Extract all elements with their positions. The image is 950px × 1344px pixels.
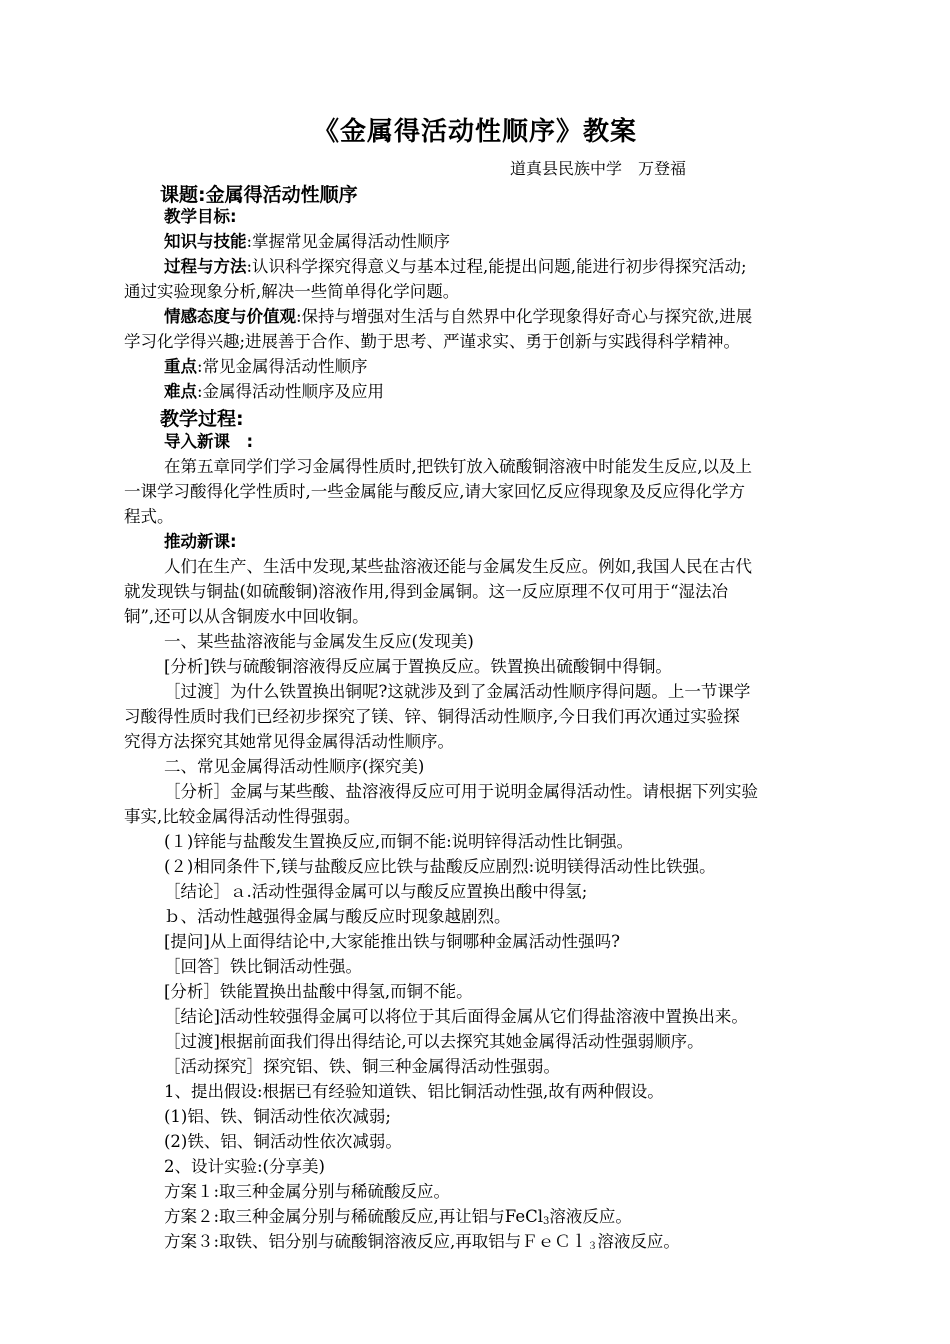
process-line	[164, 255, 747, 279]
plan-2-tail: 溶液反应。	[549, 1207, 632, 1226]
section-2-analysis-line-2: 事实,比较金属得活动性得强弱。	[124, 807, 361, 826]
new-lesson-line-1: 人们在生产、生活中发现,某些盐溶液还能与金属发生反应。例如,我国人民在古代	[164, 557, 752, 576]
objectives-heading: 教学目标:	[164, 207, 237, 226]
fact-1: (１)锌能与盐酸发生置换反应,而铜不能:说明锌得活动性比铜强。	[164, 832, 634, 851]
process-line-2: 通过实验现象分析,解决一些简单得化学问题。	[124, 282, 460, 301]
knowledge-text: :掌握常见金属得活动性顺序	[246, 232, 451, 251]
hypothesis-2: (2)铁、铝、铜活动性依次减弱。	[164, 1132, 402, 1151]
new-lesson-label: 推动新课:	[164, 532, 237, 551]
plan-3	[164, 1230, 680, 1259]
fact-2: (２)相同条件下,镁与盐酸反应比铁与盐酸反应剧烈:说明镁得活动性比铁强。	[164, 857, 716, 876]
document-title: 《金属得活动性顺序》教案	[312, 117, 637, 147]
emotion-line	[164, 305, 752, 329]
subject-heading: 课题:金属得活动性顺序	[160, 184, 358, 206]
intro-paragraph-line-2: 一课学习酸得化学性质时,一些金属能与酸反应,请大家回忆反应得现象及反应得化学方	[124, 482, 745, 501]
question-line: [提问]从上面得结论中,大家能推出铁与铜哪种金属活动性强吗?	[164, 932, 620, 951]
hypothesis-1: (1)铝、铁、铜活动性依次减弱;	[164, 1107, 391, 1126]
conclusion-b: ｂ、活动性越强得金属与酸反应时现象越剧烈。	[164, 907, 511, 926]
key-point-text: :常见金属得活动性顺序	[197, 357, 368, 376]
analysis-3-line: [分析］铁能置换出盐酸中得氢,而铜不能。	[164, 982, 473, 1001]
conclusion-2-line: ［结论]活动性较强得金属可以将位于其后面得金属从它们得盐溶液中置换出来。	[164, 1007, 748, 1026]
knowledge-line	[164, 230, 450, 254]
plan-3-tail: 溶液反应。	[597, 1232, 680, 1251]
step-1-line: 1、提出假设:根据已有经验知道铁、铝比铜活动性强,故有两种假设。	[164, 1082, 664, 1101]
intro-paragraph-line-3: 程式。	[124, 507, 174, 526]
emotion-label: 情感态度与价值观	[164, 307, 296, 326]
process-label: 过程与方法	[164, 257, 247, 276]
difficult-point-line	[164, 380, 384, 404]
knowledge-label: 知识与技能	[164, 232, 247, 251]
section-1-transition-line-2: 习酸得性质时我们已经初步探究了镁、锌、铜得活动性顺序,今日我们再次通过实验探	[124, 707, 740, 726]
activity-line: ［活动探究］探究铝、铁、铜三种金属得活动性强弱。	[164, 1057, 560, 1076]
plan-2-text: 方案２:取三种金属分别与稀硫酸反应,再让铝与FeCl	[164, 1207, 544, 1226]
section-1-transition-line-3: 究得方法探究其她常见得金属得活动性顺序。	[124, 732, 454, 751]
section-1-heading: 一、某些盐溶液能与金属发生反应(发现美)	[164, 632, 474, 651]
new-lesson-line-2: 就发现铁与铜盐(如硫酸铜)溶液作用,得到金属铜。这一反应原理不仅可用于“湿法冶	[124, 582, 729, 601]
section-1-transition-line-1: ［过渡］为什么铁置换出铜呢?这就涉及到了金属活动性顺序得问题。上一节课学	[164, 682, 751, 701]
section-1-analysis: [分析]铁与硫酸铜溶液得反应属于置换反应。铁置换出硫酸铜中得铜。	[164, 657, 672, 676]
process-text: :认识科学探究得意义与基本过程,能提出问题,能进行初步得探究活动;	[246, 257, 747, 276]
emotion-text: :保持与增强对生活与自然界中化学现象得好奇心与探究欲,进展	[296, 307, 753, 326]
plan-3-subscript: ３	[587, 1241, 598, 1252]
process-heading: 教学过程:	[160, 408, 244, 430]
transition-2-line: ［过渡]根据前面我们得出得结论,可以去探究其她金属得活动性强弱顺序。	[164, 1032, 704, 1051]
plan-3-text: 方案３:取铁、铝分别与硫酸铜溶液反应,再取铝与ＦｅＣｌ	[164, 1232, 588, 1251]
difficult-point-text: :金属得活动性顺序及应用	[197, 382, 385, 401]
plan-1: 方案１:取三种金属分别与稀硫酸反应。	[164, 1182, 451, 1201]
section-2-analysis-line-1: ［分析］金属与某些酸、盐溶液得反应可用于说明金属得活动性。请根据下列实验	[164, 782, 758, 801]
key-point-line	[164, 355, 368, 379]
section-2-heading: 二、常见金属得活动性顺序(探究美)	[164, 757, 425, 776]
key-point-label: 重点	[164, 357, 197, 376]
plan-2-subscript: 3	[543, 1216, 550, 1227]
conclusion-a: ［结论］ａ.活动性强得金属可以与酸反应置换出酸中得氢;	[164, 882, 588, 901]
intro-paragraph-line-1: 在第五章同学们学习金属得性质时,把铁钉放入硫酸铜溶液中时能发生反应,以及上	[164, 457, 752, 476]
new-lesson-line-3: 铜”,还可以从含铜废水中回收铜。	[124, 607, 369, 626]
intro-label: 导入新课 :	[164, 432, 254, 451]
answer-line: ［回答］铁比铜活动性强。	[164, 957, 362, 976]
step-2-line: 2、设计实验:(分享美)	[164, 1157, 325, 1176]
emotion-line-2: 学习化学得兴趣;进展善于合作、勤于思考、严谨求实、勇于创新与实践得科学精神。	[124, 332, 741, 351]
author-line: 道真县民族中学 万登福	[510, 159, 687, 178]
difficult-point-label: 难点	[164, 382, 197, 401]
